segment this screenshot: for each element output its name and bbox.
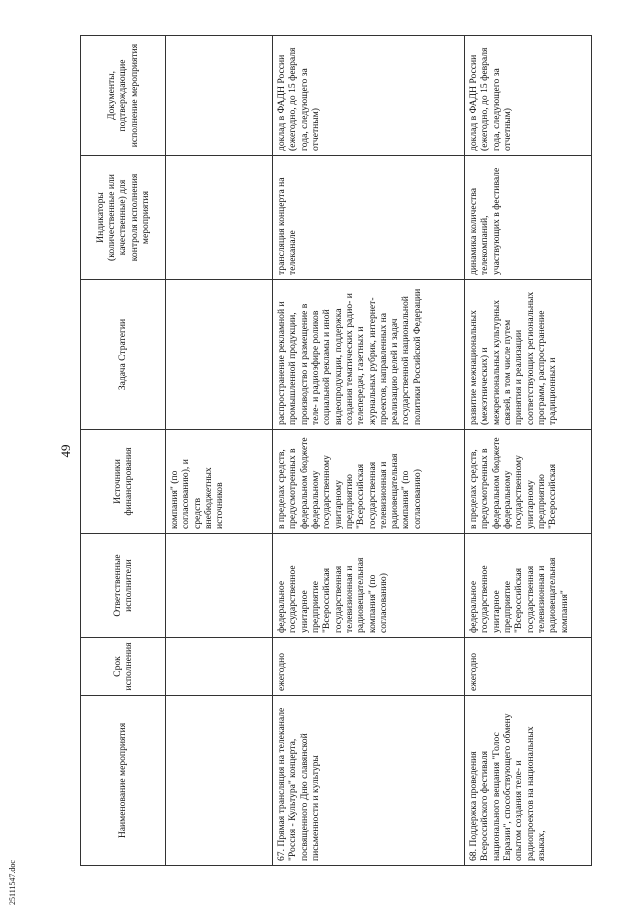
page-number: 49 <box>58 444 73 458</box>
cell-documents: доклад в ФАДН России (ежегодно, до 15 февраля года, следующего за отчетным) <box>465 36 592 156</box>
measure-name: Прямая трансляция на телеканале "Россия - Культура" концерта, посвященного Дню славянской письменности и культуры <box>276 707 321 861</box>
cell-task <box>166 280 273 430</box>
table-row <box>166 36 273 866</box>
header-task: Задача Стратегии <box>81 280 166 430</box>
cell-term: ежегодно <box>465 638 592 696</box>
rotated-table-area <box>56 36 616 866</box>
header-term: Срок исполнения <box>81 638 166 696</box>
cell-name <box>166 696 273 866</box>
cell-documents: доклад в ФАДН России (ежегодно, до 15 февраля года, следующего за отчетным) <box>273 36 465 156</box>
header-finance: Источники финансирования <box>81 430 166 534</box>
footer-filename: 25111547.doc <box>8 860 17 905</box>
cell-executors: федеральное государственное унитарное предприятие "Всероссийская государственная телевизионная и радиовещательная компания" (по согласованию) <box>273 534 465 638</box>
table-header-row <box>81 36 166 866</box>
table-row <box>273 36 465 866</box>
cell-indicators: трансляция концерта на телеканале <box>273 156 465 280</box>
cell-indicators: динамика количества телекомпаний, участвующих в фестивале <box>465 156 592 280</box>
cell-executors: федеральное государственное унитарное предприятие "Всероссийская государственная телевизионная и радиовещательная компания" <box>465 534 592 638</box>
row-number: 67. <box>276 849 287 861</box>
measures-table <box>80 35 592 866</box>
cell-finance: в пределах средств, предусмотренных в федеральном бюджете федеральному государственному унитарному предприятию "Всероссийская <box>465 430 592 534</box>
cell-name <box>465 696 592 866</box>
cell-indicators <box>166 156 273 280</box>
cell-documents <box>166 36 273 156</box>
cell-task: распространение рекламной и промышленной продукции, производство и размещение в теле- и радиоэфире роликов социальной рекламы и иной видеопродукции, поддержка создания тематических радио- и телепередач, газетных и журнальных рубрик, интернет-проектов, направленных на реализацию целей и задач государственной национальной политики Российской Федерации <box>273 280 465 430</box>
cell-finance: в пределах средств, предусмотренных в федеральном бюджете федеральному государственному унитарному предприятию "Всероссийская государственная телевизионная и радиовещательная компания" (по согласованию) <box>273 430 465 534</box>
cell-term: ежегодно <box>273 638 465 696</box>
row-number: 68. <box>468 849 479 861</box>
header-name: Наименование мероприятия <box>81 696 166 866</box>
header-documents: Документы, подтверждающие исполнение мероприятия <box>81 36 166 156</box>
cell-finance: компания" (по согласованию), и средств внебюджетных источников <box>166 430 273 534</box>
cell-task: развитие межнациональных (межэтнических) и межрегиональных культурных связей, в том числе путем принятия и реализации соответствующих региональных программ, распространение традиционных и <box>465 280 592 430</box>
measure-name: Поддержка проведения Всероссийского фестиваля национального вещания "Голос Евразии", способствующего обмену опытом создания теле- и радиопроектов на национальных языках, <box>468 713 547 861</box>
cell-name <box>273 696 465 866</box>
header-indicators: Индикаторы (количественные или качественные) для контроля исполнения мероприятия <box>81 156 166 280</box>
cell-term <box>166 638 273 696</box>
header-executors: Ответственные исполнители <box>81 534 166 638</box>
cell-executors <box>166 534 273 638</box>
table-row <box>465 36 592 866</box>
